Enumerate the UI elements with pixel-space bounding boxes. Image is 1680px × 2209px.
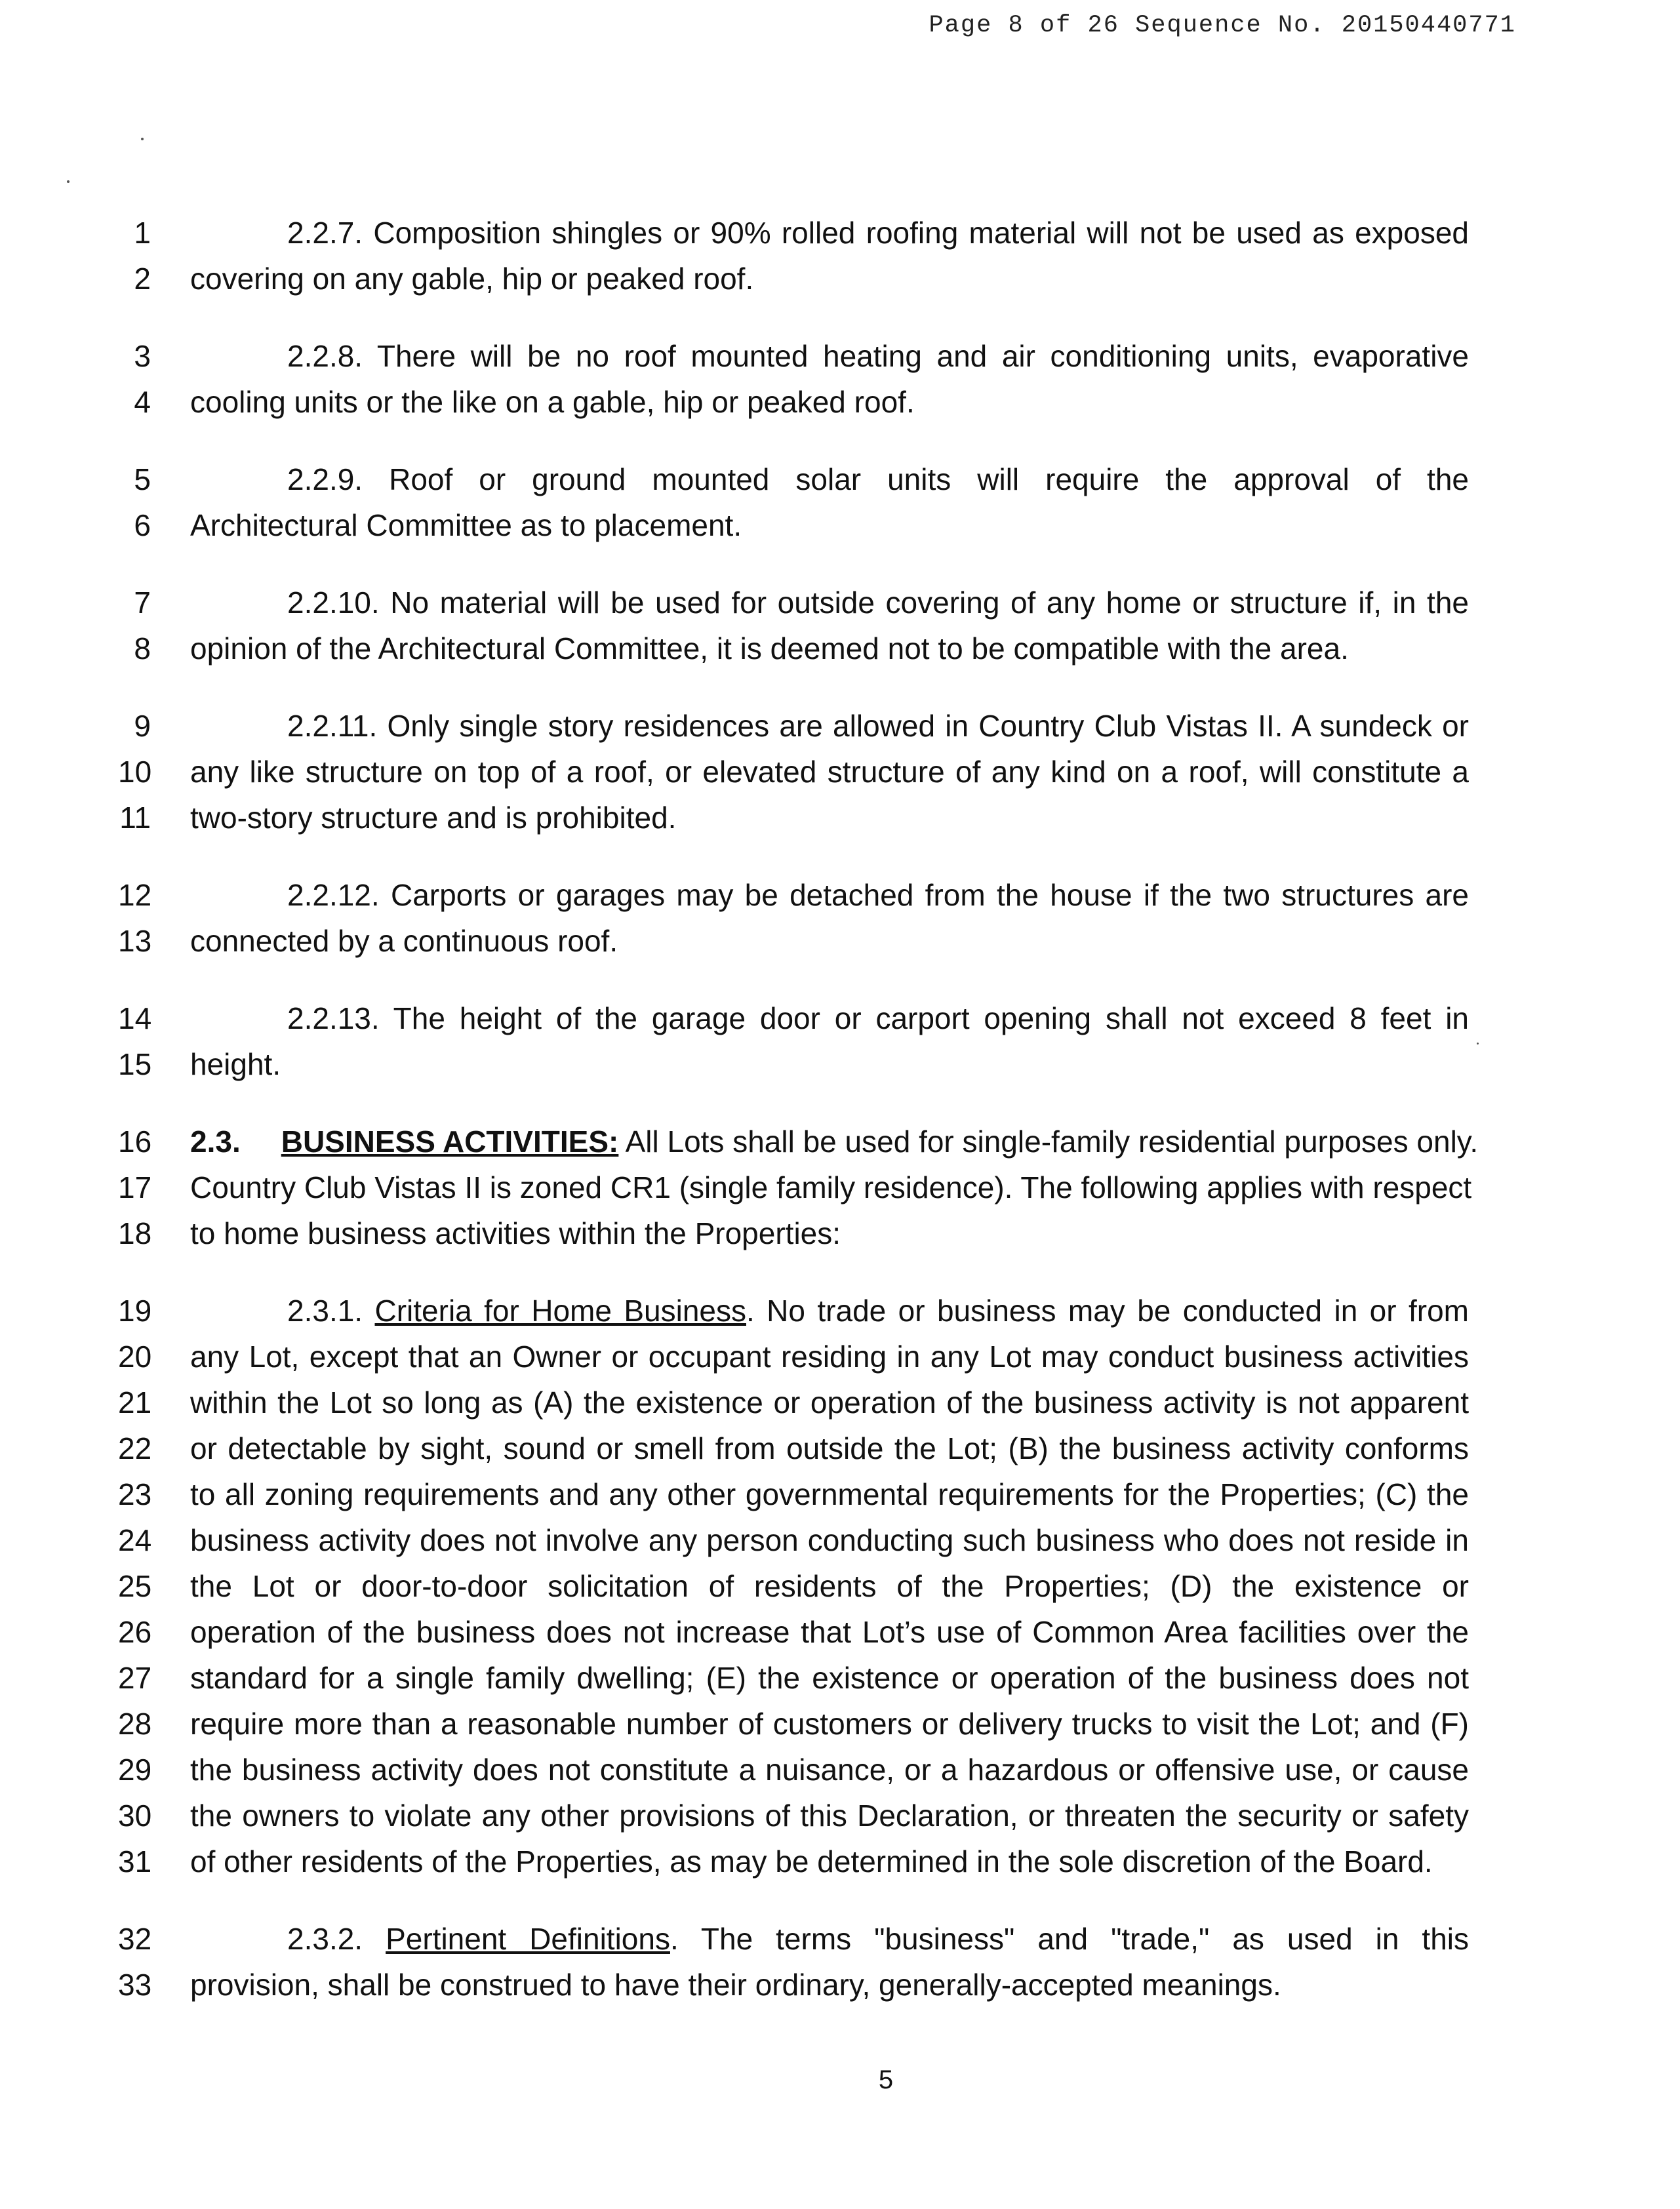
- line: [118, 1609, 1469, 1655]
- line: [118, 1119, 1479, 1164]
- line-text: of other residents of the Properties, as may be determined in the sole discretion of the Board.: [190, 1844, 1433, 1879]
- line-text: any Lot, except that an Owner or occupant residing in any Lot may conduct business activities: [190, 1340, 1469, 1374]
- clause-number: 2.3.2.: [287, 1922, 363, 1956]
- line-number: 2: [134, 262, 151, 296]
- line-text: opinion of the Architectural Committee, it is deemed not to be compatible with the area.: [190, 631, 1349, 666]
- line-text: There will be no roof mounted heating and air conditioning units, evaporative: [376, 339, 1470, 373]
- page-header: Page 8 of 26 Sequence No. 20150440771: [929, 12, 1516, 39]
- line-number: 12: [118, 878, 152, 912]
- line: [118, 872, 1469, 918]
- line: [118, 210, 1469, 256]
- line: [118, 1701, 1469, 1747]
- line-text: No material will be used for outside covering of any home or structure if, in the: [390, 586, 1469, 620]
- line-text: business activity does not involve any person conducting such business who does not reside in: [190, 1523, 1469, 1557]
- line-text: Only single story residences are allowed in Country Club Vistas II. A sundeck or: [387, 709, 1469, 743]
- line: [118, 256, 1469, 302]
- line: [118, 456, 1469, 502]
- line-number: 22: [118, 1431, 152, 1465]
- line-text: . No trade or business may be conducted in or from: [746, 1294, 1469, 1328]
- paragraph-2-2-12: [118, 872, 1469, 964]
- line-number: 32: [118, 1922, 152, 1956]
- line: [118, 1380, 1469, 1425]
- line-text: or detectable by sight, sound or smell from outside the Lot; (B) the business activity conforms: [190, 1431, 1469, 1465]
- line-number: 1: [134, 216, 151, 250]
- paragraph-2-3-1: [118, 1288, 1469, 1884]
- line: [118, 379, 1469, 425]
- document-body: [118, 210, 1479, 2039]
- line-number: 33: [118, 1968, 152, 2002]
- line-text: covering on any gable, hip or peaked roof.: [190, 262, 754, 296]
- line-text: the business activity does not constitute a nuisance, or a hazardous or offensive use, or cause: [190, 1753, 1469, 1787]
- line-number: 28: [118, 1707, 152, 1741]
- line-number: 25: [118, 1569, 152, 1603]
- line-text: to home business activities within the Properties:: [190, 1216, 841, 1250]
- line: [118, 1793, 1469, 1839]
- line-number: 29: [118, 1753, 152, 1787]
- line-text: . The terms "business" and "trade," as used in this: [670, 1922, 1470, 1956]
- clause-number: 2.2.13.: [287, 1001, 380, 1035]
- line-number: 26: [118, 1615, 152, 1649]
- paragraph-2-2-7: [118, 210, 1469, 302]
- line: [118, 502, 1469, 548]
- line-text: within the Lot so long as (A) the existence or operation of the business activity is not apparent: [190, 1385, 1469, 1420]
- line-text: All Lots shall be used for single-family residential purposes only.: [625, 1124, 1479, 1159]
- line-text: require more than a reasonable number of customers or delivery trucks to visit the Lot; and (F): [190, 1707, 1469, 1741]
- line-number: 19: [118, 1294, 152, 1328]
- line-text: operation of the business does not increase that Lot’s use of Common Area facilities over the: [190, 1615, 1469, 1649]
- line-text: Architectural Committee as to placement.: [190, 508, 742, 542]
- line: [118, 1655, 1469, 1701]
- clause-number: 2.2.8.: [287, 339, 363, 373]
- line-text: standard for a single family dwelling; (E) the existence or operation of the business does not: [190, 1661, 1469, 1695]
- line-number: 3: [134, 339, 151, 373]
- line: [118, 1288, 1469, 1334]
- clause-heading: Pertinent Definitions: [386, 1922, 670, 1956]
- line-text: Composition shingles or 90% rolled roofing material will not be used as exposed: [373, 216, 1470, 250]
- line-number: 6: [134, 508, 151, 542]
- line-number: 11: [119, 801, 151, 835]
- line-number: 5: [134, 462, 151, 496]
- line: [118, 918, 1469, 964]
- line-number: 30: [118, 1799, 152, 1833]
- line-text: connected by a continuous roof.: [190, 924, 618, 958]
- page-number: 5: [878, 2065, 894, 2094]
- line: [118, 703, 1469, 749]
- line-number: 16: [118, 1124, 152, 1159]
- clause-heading: Criteria for Home Business: [374, 1294, 746, 1328]
- line: [118, 1164, 1472, 1210]
- line: [118, 1210, 1469, 1256]
- line: [118, 749, 1469, 795]
- line: [118, 1471, 1469, 1517]
- clause-number: 2.2.11.: [287, 709, 378, 743]
- line-text: Country Club Vistas II is zoned CR1 (single family residence). The following applies with respect: [190, 1170, 1472, 1204]
- line-number: 4: [134, 385, 151, 419]
- clause-number: 2.2.10.: [287, 586, 380, 620]
- line-text: cooling units or the like on a gable, hip or peaked roof.: [190, 385, 915, 419]
- paragraph-2-3-2: [118, 1916, 1469, 2008]
- line-number: 23: [118, 1477, 152, 1511]
- line-text: The height of the garage door or carport opening shall not exceed 8 feet in: [393, 1001, 1469, 1035]
- line: [118, 995, 1469, 1041]
- scan-speck: [141, 138, 144, 140]
- line-number: 20: [118, 1340, 152, 1374]
- line-number: 18: [118, 1216, 152, 1250]
- section-title: BUSINESS ACTIVITIES:: [281, 1124, 619, 1159]
- clause-number: 2.2.12.: [287, 878, 380, 912]
- section-number: 2.3.: [190, 1124, 241, 1159]
- line-text: height.: [190, 1047, 281, 1081]
- line-text: Roof or ground mounted solar units will require the approval of the: [389, 462, 1470, 496]
- line: [118, 333, 1469, 379]
- line: [118, 1962, 1469, 2008]
- line-text: any like structure on top of a roof, or elevated structure of any kind on a roof, will constitute a: [190, 755, 1469, 789]
- clause-number: 2.2.7.: [287, 216, 363, 250]
- line: [118, 1563, 1469, 1609]
- line-text: to all zoning requirements and any other governmental requirements for the Properties; (C) the: [190, 1477, 1469, 1511]
- section-2-3: [118, 1119, 1479, 1256]
- line: [118, 1334, 1469, 1380]
- line-text: the owners to violate any other provisions of this Declaration, or threaten the security or safety: [190, 1799, 1469, 1833]
- paragraph-2-2-11: [118, 703, 1469, 841]
- line: [118, 1041, 1469, 1087]
- scan-speck: [67, 180, 70, 183]
- line-number: 10: [118, 755, 152, 789]
- line-number: 31: [118, 1844, 152, 1879]
- line-number: 21: [118, 1385, 152, 1420]
- line-number: 24: [118, 1523, 152, 1557]
- line-number: 17: [118, 1170, 152, 1204]
- line: [118, 1747, 1469, 1793]
- line-number: 7: [134, 586, 151, 620]
- scan-speck: [1477, 1043, 1479, 1045]
- paragraph-2-2-8: [118, 333, 1469, 425]
- paragraph-2-2-10: [118, 580, 1469, 671]
- line-number: 9: [134, 709, 151, 743]
- line-text: the Lot or door-to-door solicitation of residents of the Properties; (D) the existence or: [190, 1569, 1469, 1603]
- line-number: 27: [118, 1661, 152, 1695]
- clause-number: 2.2.9.: [287, 462, 363, 496]
- line-text: provision, shall be construed to have their ordinary, generally-accepted meanings.: [190, 1968, 1281, 2002]
- line: [118, 795, 1469, 841]
- line-number: 13: [118, 924, 152, 958]
- paragraph-2-2-13: [118, 995, 1469, 1087]
- line-number: 15: [118, 1047, 152, 1081]
- paragraph-2-2-9: [118, 456, 1469, 548]
- line: [118, 1425, 1469, 1471]
- line-text: two-story structure and is prohibited.: [190, 801, 677, 835]
- line: [118, 1517, 1469, 1563]
- line-text: Carports or garages may be detached from the house if the two structures are: [391, 878, 1470, 912]
- line: [118, 1839, 1469, 1884]
- line-number: 14: [118, 1001, 152, 1035]
- line-number: 8: [134, 631, 151, 666]
- clause-number: 2.3.1.: [287, 1294, 363, 1328]
- line: [118, 1916, 1469, 1962]
- line: [118, 580, 1469, 626]
- line: [118, 626, 1469, 671]
